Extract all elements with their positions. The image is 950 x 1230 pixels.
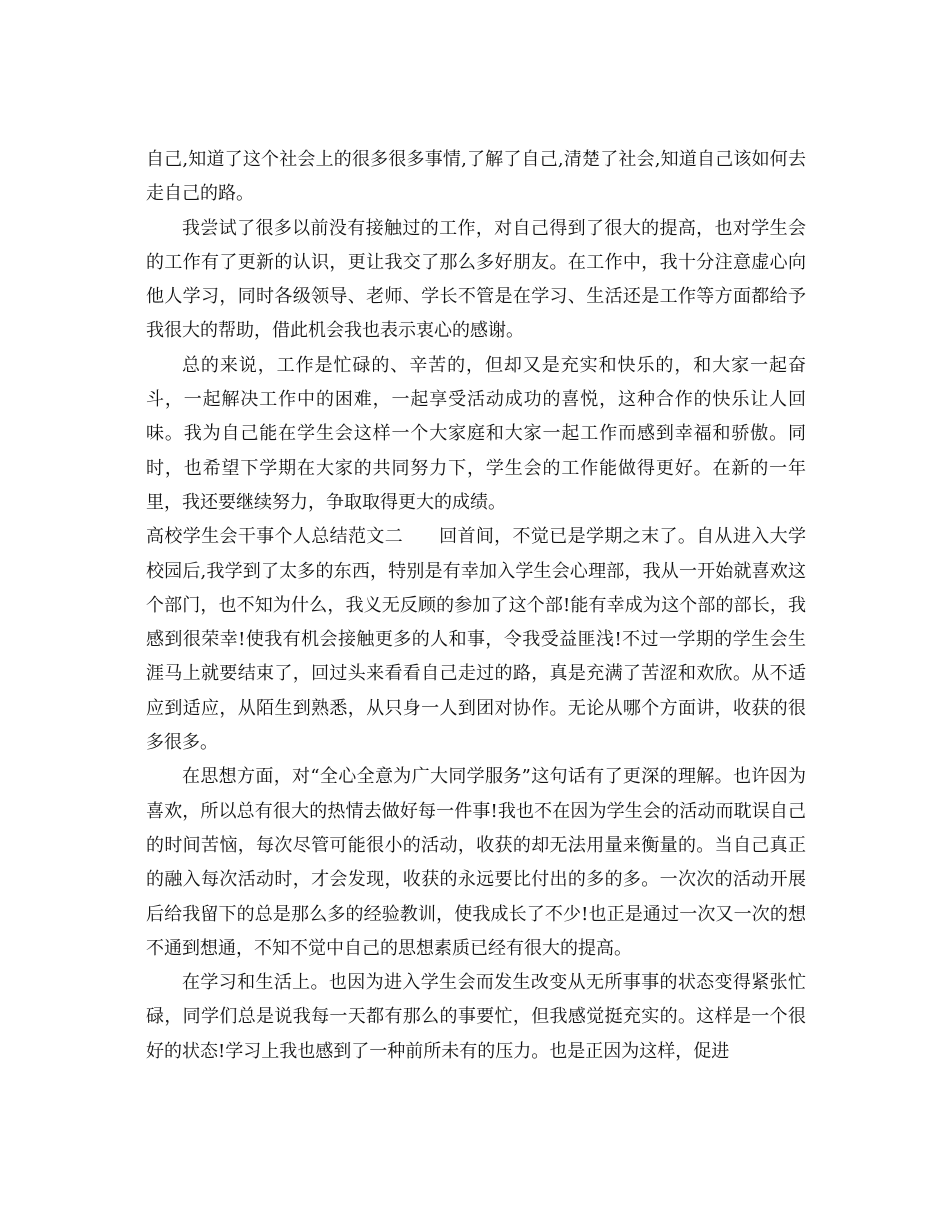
section-intro: 回首间，不觉已是学期之末了。自从进入大学校园后,我学到了太多的东西，特别是有幸加入学生会心理部，我从一开始就喜欢这个部门，也不知为什么，我义无反顾的参加了这个部!能有幸成为这个部的部长，我感到很荣幸!使我有机会接触更多的人和事，令我受益匪浅!不过一学期的学生会生涯马上就要结束了，回过头来看看自己走过的路，真是充满了苦涩和欢欣。从不适应到适应，从陌生到熟悉，从只身一人到团对协作。无论从哪个方面讲，收获的很多很多。 [146,526,807,754]
paragraph-thinking: 在思想方面，对“全心全意为广大同学服务”这句话有了更深的理解。也许因为喜欢，所以总有很大的热情去做好每一件事!我也不在因为学生会的活动而耽误自己的时间苦恼，每次尽管可能很小的活动，收获的却无法用量来衡量的。当自己真正的融入每次活动时，才会发现，收获的永远要比付出的多的多。一次次的活动开展后给我留下的总是那么多的经验教训，使我成长了不少!也正是通过一次又一次的想不通到想通，不知不觉中自己的思想素质已经有很大的提高。 [146,766,806,959]
paragraph-new-work: 我尝试了很多以前没有接触过的工作，对自己得到了很大的提高，也对学生会的工作有了更新的认识，更让我交了那么多好朋友。在工作中，我十分注意虚心向他人学习，同时各级领导、老师、学长不管是在学习、生活还是工作等方面都给予我很大的帮助，借此机会我也表示衷心的感谢。 [146,217,806,342]
section-two [146,520,806,760]
section-heading: 高校学生会干事个人总结范文二 [146,526,404,548]
document-body [146,143,806,1069]
paragraph-continuation: 自己,知道了这个社会上的很多很多事情,了解了自己,清楚了社会,知道自己该如何去走自己的路。 [146,149,806,205]
paragraph-summary: 总的来说，工作是忙碌的、辛苦的，但却又是充实和快乐的，和大家一起奋斗，一起解决工作中的困难，一起享受活动成功的喜悦，这种合作的快乐让人回味。我为自己能在学生会这样一个大家庭和大家一起工作而感到幸福和骄傲。同时，也希望下学期在大家的共同努力下，学生会的工作能做得更好。在新的一年里，我还要继续努力，争取取得更大的成绩。 [146,354,806,513]
paragraph-study-life: 在学习和生活上。也因为进入学生会而发生改变从无所事事的状态变得紧张忙碌，同学们总是说我每一天都有那么的事要忙，但我感觉挺充实的。这样是一个很好的状态!学习上我也感到了一种前所未有的压力。也是正因为这样，促进 [146,972,806,1062]
